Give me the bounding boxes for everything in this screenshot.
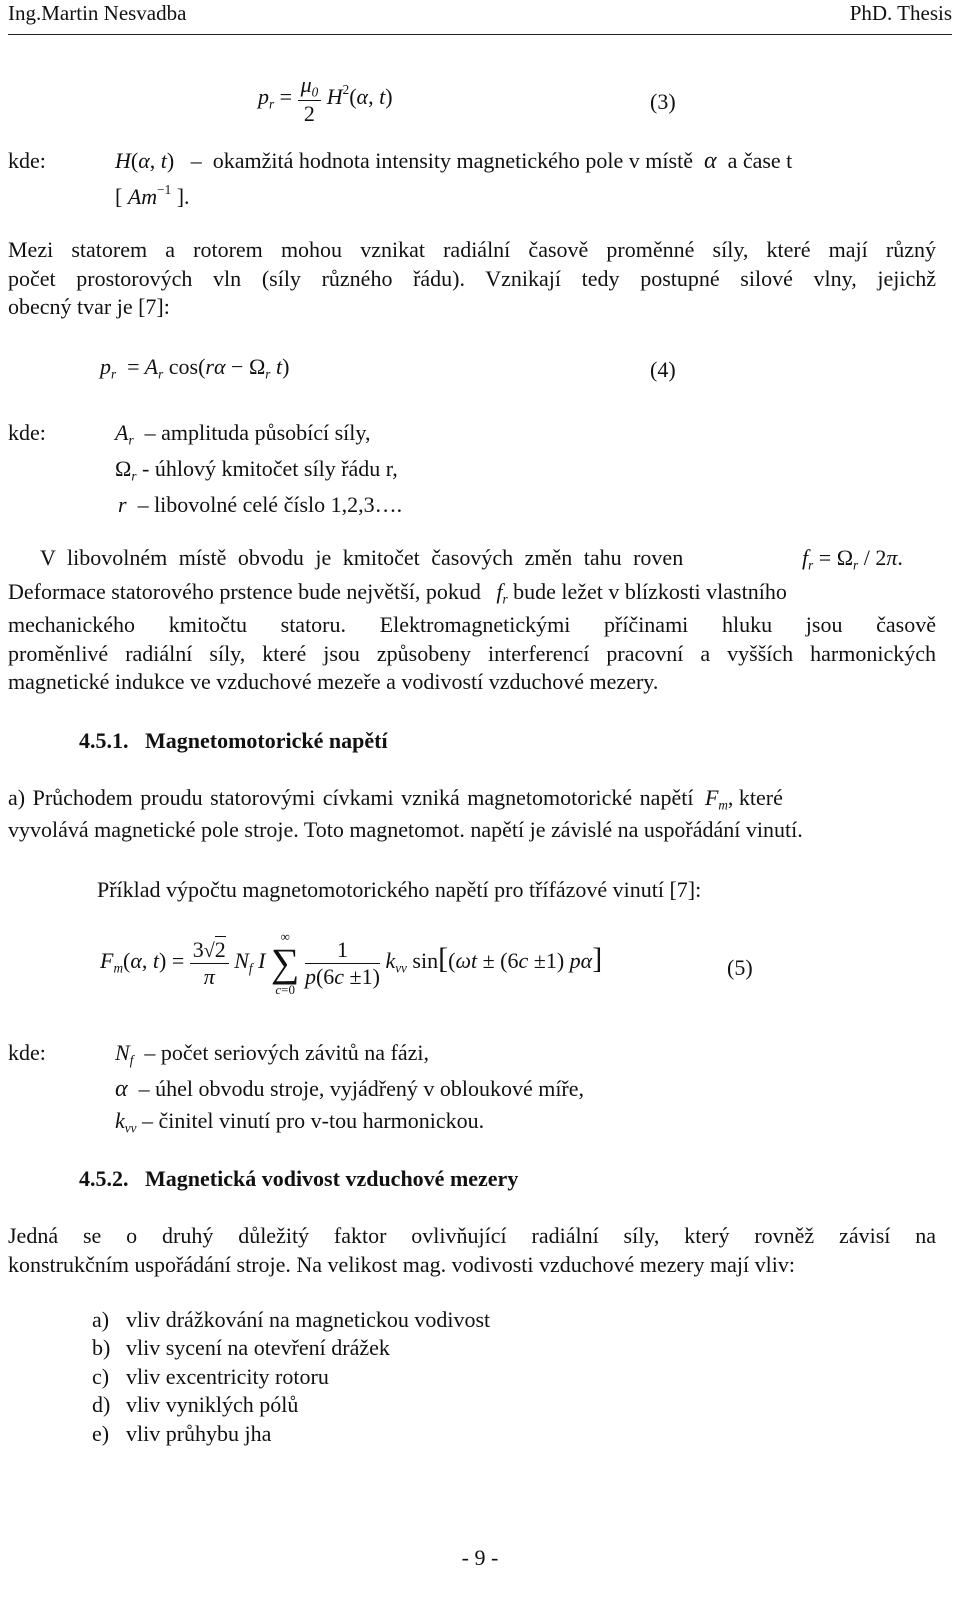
paragraph-2-line-1: V libovolném místě obvodu je kmitočet časových změn tahu roven $f_r = \Omega_r / 2\pi$. [40,545,903,573]
list-text: vliv sycení na otevření drážek [126,1335,390,1361]
list-marker: c) [92,1363,110,1389]
section-4-5-2-title: Magnetická vodivost vzduchové mezery [145,1166,519,1191]
example-text: Příklad výpočtu magnetomotorického napětí pro třífázové vinutí [7]: [97,877,702,902]
list-marker: e) [92,1420,110,1446]
paragraph-2-line-4: proměnlivé radiální síly, které jsou způsobeny interferencí pracovní a vyšších harmonických [8,640,936,666]
list-item [92,1391,490,1419]
definition-Ar-text: amplituda působící síly, [161,420,371,445]
paragraph-4-line-1: Jedná se o druhý důležitý faktor ovlivňující radiální síly, který rovněž závisí na [8,1223,936,1248]
paragraph-2-line-5: magnetické indukce ve vzduchové mezeře a vodivostí vzduchové mezery. [8,669,659,695]
paragraph-2-rest [8,611,936,697]
paragraph-2-line-1-text: V libovolném místě obvodu je kmitočet časových změn tahu roven [40,545,684,570]
equation-4-number: (4) [650,357,676,382]
list-item [92,1363,490,1391]
influence-list [92,1306,490,1448]
paragraph-1-line-2: počet prostorových vln (síly různého řádu). Vznikají tedy postupné silové vlny, jejichž [8,265,936,291]
paragraph-3-line-1: a) Průchodem proudu statorovými cívkami vzniká magnetomotorické napětí $F_m$, které [8,785,783,813]
kde-label-3: kde: [8,148,46,173]
paragraph-2-line-2: Deformace statorového prstence bude největší, pokud $f_r$ bude ležet v blízkosti vlastního [8,579,787,607]
paragraph-2-line-2a: Deformace statorového prstence bude největší, pokud [8,579,481,604]
list-text: vliv vyniklých pólů [126,1392,299,1418]
page-header [8,0,952,35]
list-marker: b) [92,1335,111,1361]
definition-Nf: $N_f$ – počet seriových závitů na fázi, [115,1040,430,1068]
paragraph-1-line-1: Mezi statorem a rotorem mohou vznikat radiální časově proměnné síly, které mají různý [8,237,936,262]
section-4-5-1-heading [79,728,388,754]
section-4-5-2-heading [79,1166,518,1192]
definition-Nf-text: počet seriových závitů na fázi, [160,1040,430,1065]
page-number: - 9 - [461,1545,499,1570]
paragraph-1-line-3: obecný tvar je [7]: [8,294,170,320]
section-4-5-1-title: Magnetomotorické napětí [145,728,388,753]
definition-alpha-text: úhel obvodu stroje, vyjádřený v obloukové míře, [155,1076,585,1101]
list-marker: a) [92,1307,110,1332]
definition-alpha: α – úhel obvodu stroje, vyjádřený v obloukové míře, [115,1076,585,1102]
definition-r-text: libovolné celé číslo 1,2,3…. [154,492,403,517]
equation-3-number: (3) [650,89,676,114]
definition-H-tail: a čase t [727,148,793,173]
section-4-5-2-number: 4.5.2. [79,1166,129,1191]
list-text: vliv excentricity rotoru [126,1363,329,1389]
equation-3: $p_r$ = $\frac{\mu_0}{2}$ $H^2(\alpha$, t) [258,72,393,126]
definition-Ar: $A_r$ – amplituda působící síly, [115,420,371,448]
list-item [92,1306,490,1334]
definition-omega-text: - úhlový kmitočet síly řádu r, [142,456,398,481]
list-text: vliv drážkování na magnetickou vodivost [126,1307,491,1332]
list-item [92,1334,490,1362]
header-title: PhD. Thesis [849,1,952,25]
paragraph-2-line-2b: bude ležet v blízkosti vlastního [513,579,787,604]
definition-kvv-text: činitel vinutí pro v-tou harmonickou. [158,1108,485,1133]
paragraph-1 [8,236,936,322]
definition-omega: $\Omega_r$ - úhlový kmitočet síly řádu r, [115,456,398,484]
definition-r: r – libovolné celé číslo 1,2,3…. [118,492,403,517]
list-marker: d) [92,1392,111,1418]
kde-label-5: kde: [8,1040,46,1065]
list-text: vliv průhybu jha [126,1420,272,1446]
definition-H-text: okamžitá hodnota intensity magnetického pole v místě [212,148,693,173]
equation-5-number: (5) [727,955,753,980]
definition-H: H(α, t) – okamžitá hodnota intensity magnetického pole v místě α a čase t [115,148,793,174]
unit-close: ]. [176,183,190,209]
kde-label-4: kde: [8,420,46,445]
paragraph-3-line-1a: a) Průchodem proudu statorovými cívkami vzniká magnetomotorické napětí [8,785,694,810]
paragraph-4-line-2: konstrukčním uspořádání stroje. Na velikost mag. vodivosti vzduchové mezery mají vliv: [8,1251,795,1277]
paragraph-3-line-1b: , které [727,785,783,810]
paragraph-3-line-2: vyvolává magnetické pole stroje. Toto magnetomot. napětí je závislé na uspořádání vinutí. [8,817,803,842]
equation-4: $p_r = A_r$ $\cos(r\alpha - \Omega_r$ t) [100,354,290,382]
section-4-5-1-number: 4.5.1. [79,728,129,753]
paragraph-2-line-3: mechanického kmitočtu statoru. Elektromagnetickými příčinami hluku jsou časově [8,612,936,637]
list-item [92,1420,490,1448]
header-author: Ing.Martin Nesvadba [8,1,187,25]
definition-H-unit: [ $Am^{-1}$ ]. [115,182,190,209]
paragraph-4 [8,1222,936,1279]
equation-5: $F_m(\alpha$, t) = $\frac{3√2}{\pi}$ $N_f$ I ∞ ∑ c=0 $\frac{1}{p(6c \pm 1)}$ $k_{vv}$ sin[(ωt ± (6c ±1) pα] [100,929,603,997]
definition-kvv: $k_{vv}$ – činitel vinutí pro v-tou harmonickou. [115,1108,485,1136]
